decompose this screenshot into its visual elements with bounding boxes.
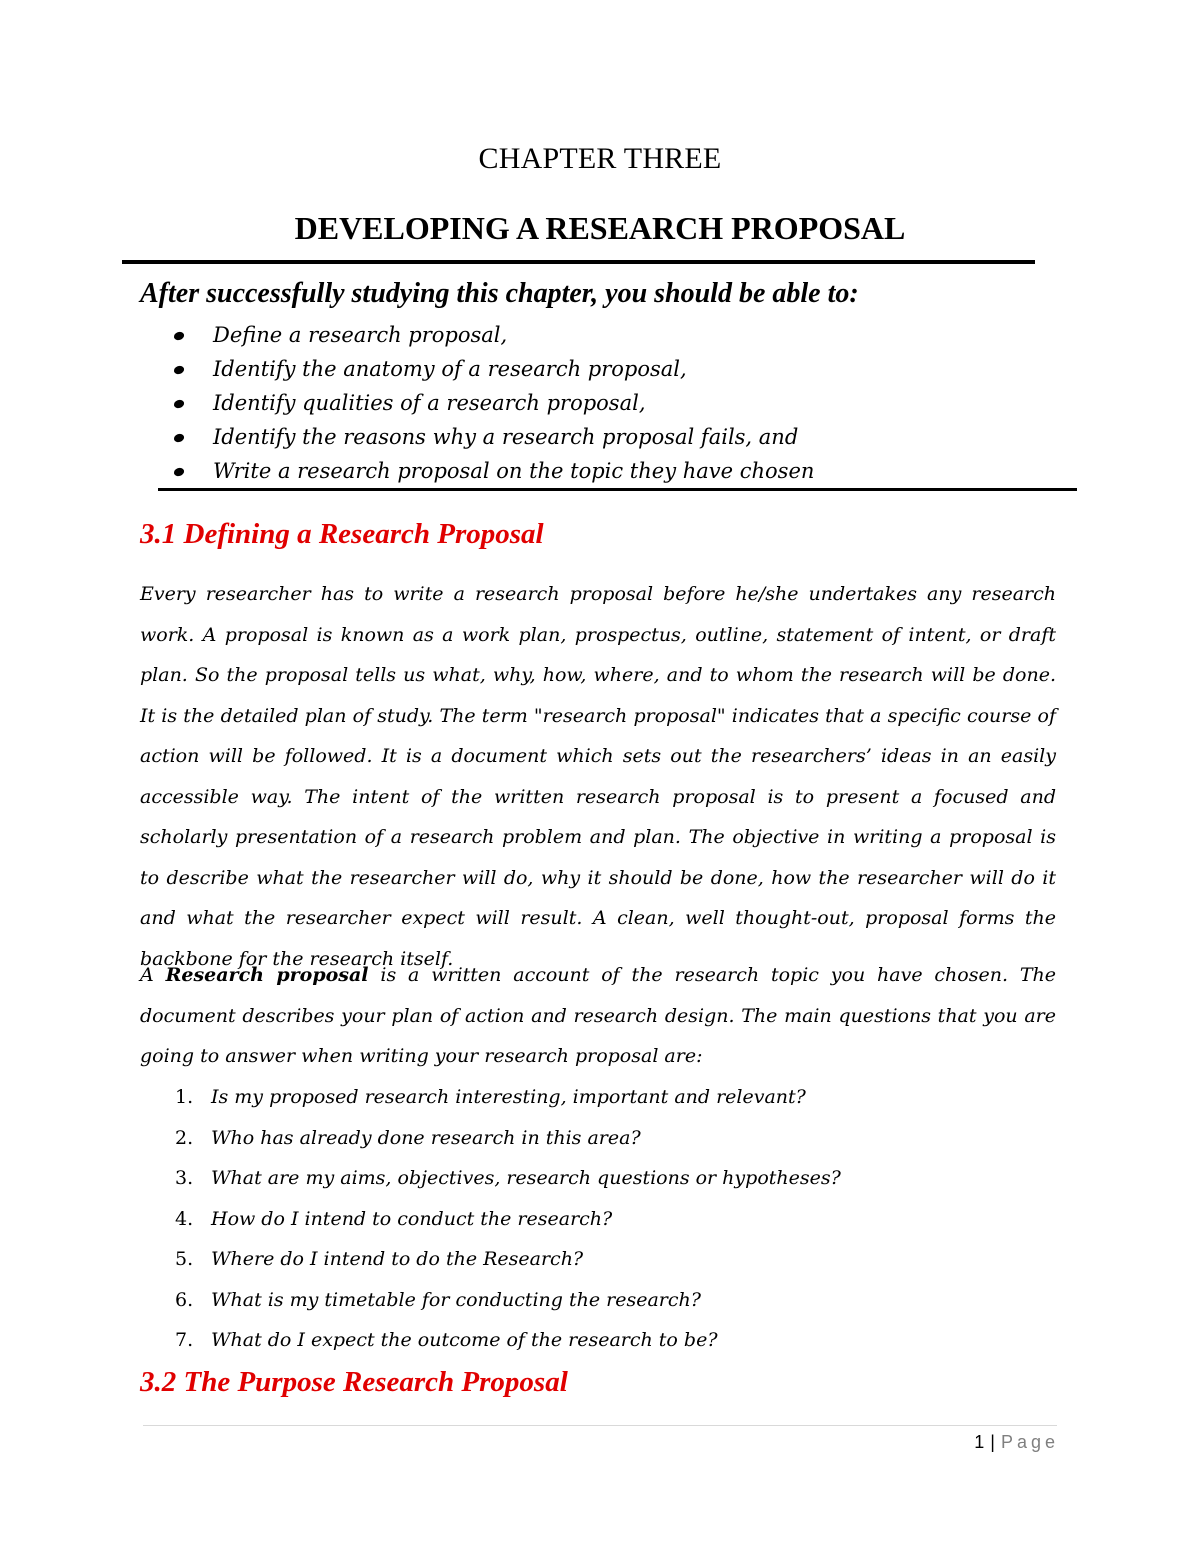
question-text: What is my timetable for conducting the research? <box>211 1288 701 1311</box>
bullet-icon <box>173 330 186 341</box>
objectives-heading: After successfully studying this chapter, you should be able to: <box>140 278 859 309</box>
question-item <box>140 1199 841 1240</box>
bullet-icon <box>173 398 186 409</box>
question-item <box>140 1077 841 1118</box>
question-text: Who has already done research in this area? <box>211 1126 641 1149</box>
bullet-icon <box>173 432 186 443</box>
question-number: 6. <box>175 1288 194 1311</box>
objective-text: Identify qualities of a research proposal, <box>213 391 646 415</box>
objective-text: Identify the anatomy of a research proposal, <box>213 357 687 381</box>
bullet-icon <box>173 466 186 477</box>
questions-list <box>140 1077 841 1361</box>
question-item <box>140 1158 841 1199</box>
question-number: 3. <box>175 1167 194 1189</box>
question-number: 2. <box>175 1126 194 1149</box>
paragraph-body: is a written account of the research topic you have chosen. The document describes your plan of action and research design. The main questions that you are going to answer when writing your research proposal are: <box>140 964 1057 1067</box>
question-number: 4. <box>175 1207 194 1230</box>
objectives-divider <box>158 488 1077 491</box>
research-proposal-term: Research proposal <box>165 964 369 986</box>
title-divider <box>122 260 1035 264</box>
bullet-icon <box>173 364 186 375</box>
objective-text: Define a research proposal, <box>213 323 508 347</box>
objective-item <box>175 386 814 420</box>
objective-item <box>175 352 814 386</box>
question-text: What do I expect the outcome of the research to be? <box>211 1329 718 1351</box>
paragraph-prefix: A <box>140 964 166 986</box>
question-text: What are my aims, objectives, research questions or hypotheses? <box>211 1167 841 1189</box>
question-text: How do I intend to conduct the research? <box>211 1207 613 1230</box>
question-item <box>140 1239 841 1280</box>
section-heading-3-1: 3.1 Defining a Research Proposal <box>140 518 544 550</box>
objectives-list <box>175 318 814 488</box>
question-item <box>140 1118 841 1159</box>
objective-text: Identify the reasons why a research proposal fails, and <box>213 425 799 449</box>
question-text: Where do I intend to do the Research? <box>211 1248 584 1270</box>
paragraph-definition: Every researcher has to write a research proposal before he/she undertakes any research work. A proposal is known as a work plan, prospectus, outline, statement of intent, or draft plan. So the proposal tells us what, why, how, where, and to whom the research will be done. It is the detailed plan of study. The term "research proposal" indicates that a specific course of action will be followed. It is a document which sets out the researchers’ ideas in an easily accessible way. The intent of the written research proposal is to present a focused and scholarly presentation of a research problem and plan. The objective in writing a proposal is to describe what the researcher will do, why it should be done, how the researcher will do it and what the researcher expect will result. A clean, well thought-out, proposal forms the backbone for the research itself. <box>140 583 1056 970</box>
footer-divider <box>143 1425 1057 1426</box>
footer-separator: | <box>990 1432 995 1452</box>
objective-text: Write a research proposal on the topic they have chosen <box>213 459 815 483</box>
question-item <box>140 1320 841 1361</box>
objective-item <box>175 420 814 454</box>
objective-item <box>175 318 814 352</box>
question-number: 1. <box>175 1086 194 1108</box>
chapter-title: DEVELOPING A RESEARCH PROPOSAL <box>294 210 906 246</box>
chapter-label: CHAPTER THREE <box>478 142 722 175</box>
page-number: 1 <box>974 1432 985 1452</box>
question-text: Is my proposed research interesting, important and relevant? <box>211 1086 806 1108</box>
page-footer <box>974 1432 1059 1453</box>
section-heading-3-2: 3.2 The Purpose Research Proposal <box>140 1366 568 1398</box>
objective-item <box>175 454 814 488</box>
page-label: Page <box>1000 1432 1059 1452</box>
question-number: 5. <box>175 1248 194 1270</box>
question-item <box>140 1280 841 1321</box>
question-number: 7. <box>175 1329 194 1351</box>
paragraph-research-proposal <box>140 955 1056 1077</box>
